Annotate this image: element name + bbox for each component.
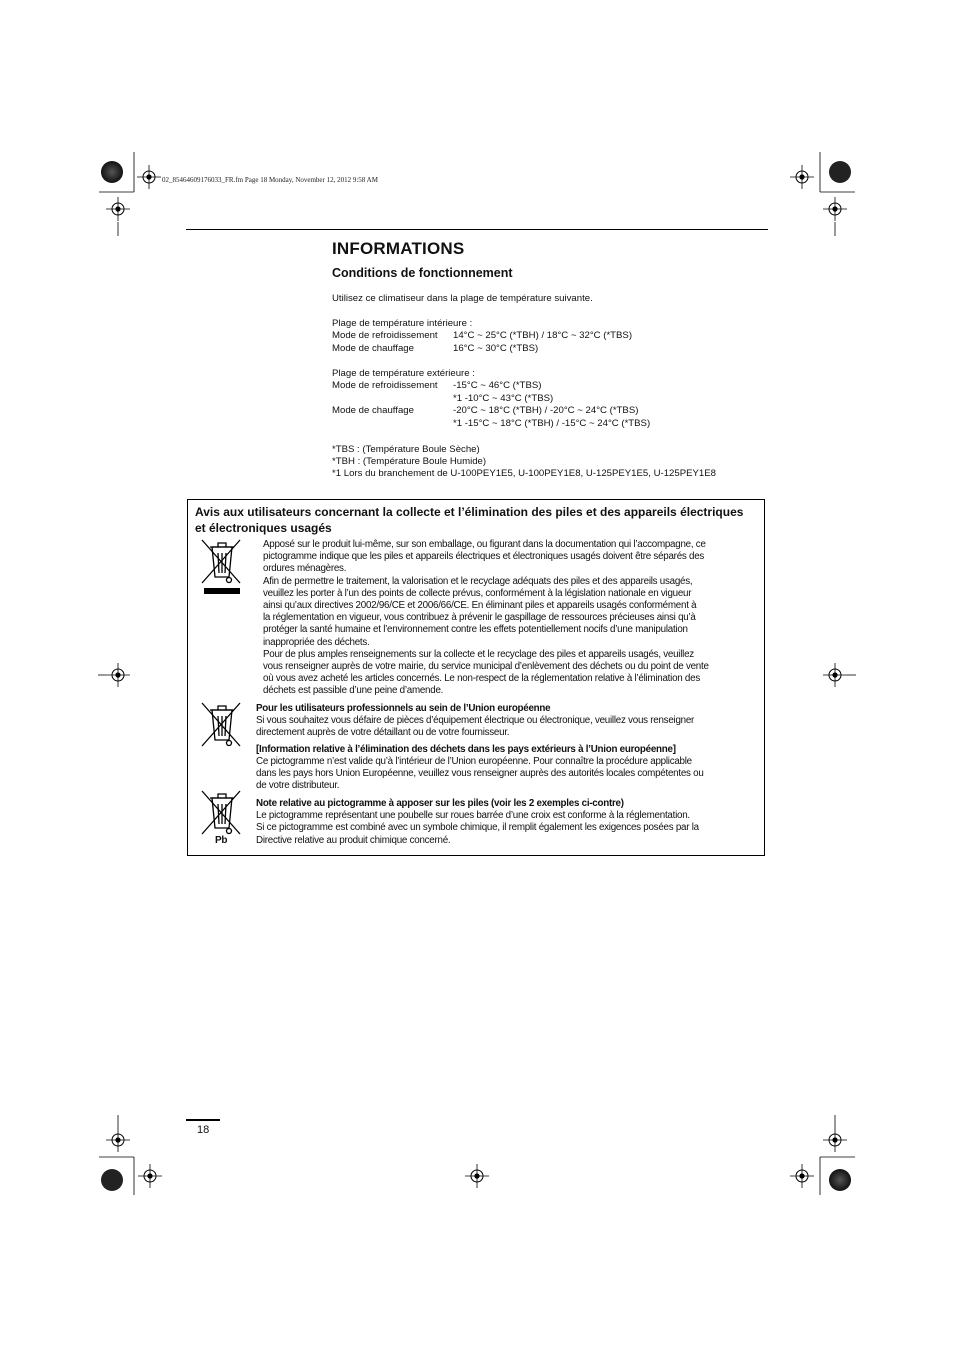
indoor-mode: Mode de chauffage bbox=[332, 343, 414, 354]
indoor-mode: Mode de refroidissement bbox=[332, 330, 438, 341]
text-line: Afin de permettre le traitement, la valorisation et le recyclage adéquats des piles et des appareils usagés, bbox=[263, 575, 693, 587]
text-line: directement auprès de votre détaillant ou de votre fournisseur. bbox=[256, 727, 510, 739]
outdoor-row bbox=[332, 405, 752, 418]
outdoor-value: -20°C ~ 18°C (*TBH) / -20°C ~ 24°C (*TBS) bbox=[453, 405, 639, 416]
indoor-value: 14°C ~ 25°C (*TBH) / 18°C ~ 32°C (*TBS) bbox=[453, 330, 633, 341]
notice-title: Avis aux utilisateurs concernant la collecte et l’élimination des piles et des appareils électriques et électroniques usagés bbox=[195, 505, 744, 535]
battery-note-section bbox=[256, 798, 761, 847]
text-line: Si vous souhaitez vous défaire de pièces d’équipement électrique ou électronique, veuillez vous renseigner bbox=[256, 715, 695, 727]
outdoor-row bbox=[332, 418, 752, 431]
text-line: déchets est passible d’une peine d’amende. bbox=[263, 685, 444, 697]
text-line: vous renseigner auprès de votre mairie, du service municipal d’enlèvement des déchets ou du point de vente bbox=[263, 661, 709, 673]
indoor-heading: Plage de température intérieure : bbox=[332, 318, 473, 329]
pb-chemical-label: Pb bbox=[215, 835, 228, 846]
outdoor-value: *1 -10°C ~ 43°C (*TBS) bbox=[453, 393, 554, 404]
outdoor-value: *1 -15°C ~ 18°C (*TBH) / -15°C ~ 24°C (*TBS) bbox=[453, 418, 651, 429]
outdoor-mode: Mode de refroidissement bbox=[332, 380, 438, 391]
outdoor-mode: Mode de chauffage bbox=[332, 405, 414, 416]
conditions-intro: Utilisez ce climatiseur dans la plage de température suivante. bbox=[332, 293, 593, 304]
text-line: veuillez les porter à l’un des points de collecte prévus, conformément à la législation nationale en vigueur bbox=[263, 587, 692, 599]
crossed-bin-icon bbox=[198, 537, 244, 597]
text-line: inappropriée des déchets. bbox=[263, 636, 370, 648]
top-rule bbox=[186, 229, 768, 230]
text-line: dans les pays hors Union Européenne, veuillez vous renseigner auprès des autorités locales compétentes ou bbox=[256, 768, 704, 780]
file-info-header: 02_85464609176033_FR.fm Page 18 Monday, November 12, 2012 9:58 AM bbox=[162, 176, 378, 184]
crossed-bin-icon bbox=[198, 788, 244, 838]
indoor-value: 16°C ~ 30°C (*TBS) bbox=[453, 343, 539, 354]
text-line: Ce pictogramme n’est valide qu’à l’intérieur de l’Union européenne. Pour connaître la procédure applicable bbox=[256, 755, 692, 767]
outdoor-heading: Plage de température extérieure : bbox=[332, 368, 475, 379]
text-line: Apposé sur le produit lui-même, sur son emballage, ou figurant dans la documentation qui l’accompagne, ce bbox=[263, 539, 706, 550]
note-tbh: *TBH : (Température Boule Humide) bbox=[332, 456, 487, 467]
crossed-bin-icon bbox=[198, 700, 244, 750]
eu-professional-section bbox=[256, 703, 761, 792]
text-line: Le pictogramme représentant une poubelle sur roues barrée d’une croix est conforme à la réglementation. bbox=[256, 810, 690, 822]
indoor-row bbox=[332, 330, 752, 343]
note-tbs: *TBS : (Température Boule Sèche) bbox=[332, 444, 480, 455]
page-number-rule bbox=[186, 1119, 220, 1121]
text-line: de votre distributeur. bbox=[256, 780, 340, 792]
page-title: INFORMATIONS bbox=[332, 239, 465, 258]
outdoor-value: -15°C ~ 46°C (*TBS) bbox=[453, 380, 542, 391]
text-line: Directive relative au produit chimique concerné. bbox=[256, 834, 451, 846]
text-line: où vous avez acheté les articles concernés. Le non-respect de la réglementation relative à l’élimination des bbox=[263, 673, 700, 685]
eu-pro-title: Pour les utilisateurs professionnels au sein de l’Union européenne bbox=[256, 703, 551, 714]
text-line: protéger la santé humaine et l’environnement contre les effets potentiellement nocifs d’une manipulation bbox=[263, 624, 688, 636]
text-line: pictogramme indique que les piles et appareils électriques et électroniques usagés doivent être séparés des bbox=[263, 551, 705, 563]
note-models: *1 Lors du branchement de U-100PEY1E5, U-100PEY1E8, U-125PEY1E5, U-125PEY1E8 bbox=[332, 468, 716, 479]
text-line: ordures ménagères. bbox=[263, 563, 347, 575]
battery-title: Note relative au pictogramme à apposer sur les piles (voir les 2 exemples ci-contre) bbox=[256, 798, 624, 809]
text-line: ainsi qu’aux directives 2002/96/CE et 2006/66/CE. En éliminant piles et appareils usagés conformément à bbox=[263, 600, 697, 612]
outdoor-row bbox=[332, 380, 752, 393]
section-subtitle: Conditions de fonctionnement bbox=[332, 266, 513, 280]
page-number: 18 bbox=[197, 1124, 210, 1136]
text-line: Pour de plus amples renseignements sur la collecte et le recyclage des piles et appareils usagés, veuillez bbox=[263, 648, 694, 660]
notice-paragraph bbox=[263, 539, 758, 698]
non-eu-title: [Information relative à l’élimination des déchets dans les pays extérieurs à l’Union européenne] bbox=[256, 743, 676, 755]
text-line: Si ce pictogramme est combiné avec un symbole chimique, il remplit également les exigences posées par la bbox=[256, 822, 699, 834]
text-line: la réglementation en vigueur, vous contribuez à prévenir le gaspillage de ressources précieuses ainsi qu’à bbox=[263, 612, 696, 624]
indoor-row bbox=[332, 343, 752, 356]
